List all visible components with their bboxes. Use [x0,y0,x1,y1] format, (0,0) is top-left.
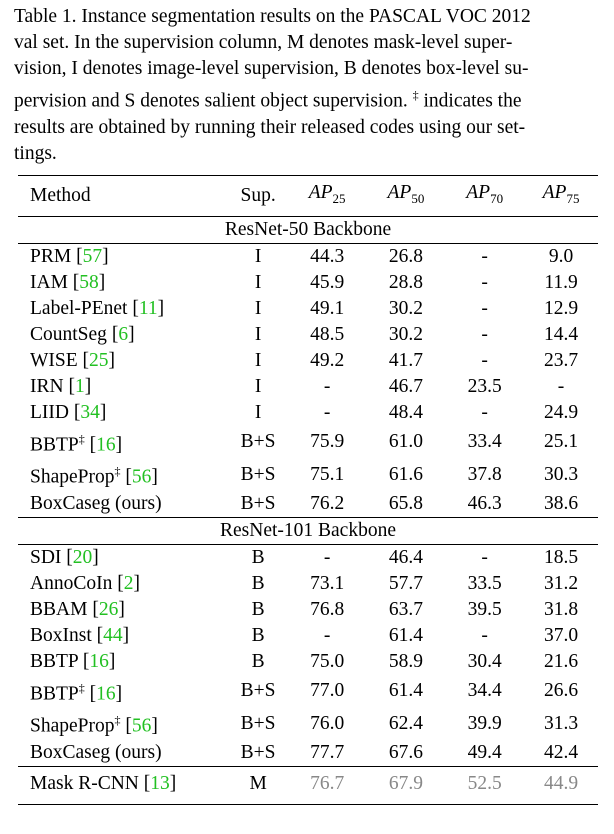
citation-open-bracket: [ [127,297,139,319]
citation-open-bracket: [ [112,572,124,594]
ap50-cell: 58.9 [388,650,423,672]
header-ap50-sub: 50 [411,190,425,206]
citation-link[interactable]: 44 [103,624,123,646]
method-cell [18,348,228,374]
citation-open-bracket: [ [87,598,99,620]
ap70-cell: 33.4 [467,431,502,453]
citation-close-bracket: ] [133,572,140,594]
caption-line-4-pre: pervision and S denotes salient object supervision. [14,90,413,112]
header-ap75-prefix: AP [542,182,567,203]
ap25-cell: 76.7 [288,766,367,804]
method-name: AnnoCoIn [30,572,113,594]
ap75-cell: 21.6 [543,650,579,672]
citation-link[interactable]: 56 [131,466,152,488]
ap75-cell: 38.6 [543,492,579,514]
ap50-cell: 46.4 [367,544,446,571]
ap75-cell: 11.9 [544,271,578,293]
method-name: BBTP [30,434,79,456]
ap50-cell: 28.8 [388,271,423,293]
ap50-cell: 57.7 [388,572,423,594]
sup-cell: I [254,323,262,345]
ap75-cell: 23.7 [543,349,579,371]
table-row [18,623,598,649]
citation-link[interactable]: 11 [138,297,158,319]
citation-open-bracket: [ [120,466,132,488]
method-name: CountSeg [30,323,107,345]
citation-open-bracket: [ [67,271,80,293]
ap25-cell: - [323,624,331,646]
method-name: IAM [30,271,68,293]
table-row [18,270,598,296]
table-caption [14,4,604,167]
citation-link[interactable]: 25 [89,349,109,371]
method-name: BoxInst [30,624,92,646]
ap75-cell: 12.9 [543,297,579,319]
citation-open-bracket: [ [68,401,81,423]
ap75-cell: 14.4 [543,323,579,345]
method-cell [18,243,228,270]
ap70-cell: - [481,401,488,423]
ap75-cell: 26.6 [543,680,579,702]
sup-cell: I [254,271,262,293]
table-row [18,348,598,374]
method-cell [18,675,228,708]
ap25-cell: 75.0 [310,650,345,672]
method-cell [18,296,228,322]
ap75-cell: 31.2 [543,572,579,594]
dagger-mark: ‡ [78,431,85,446]
caption-line-3: vision, I denotes image-level supervision, B denotes box-level su- [14,58,529,79]
ap50-cell: 26.8 [367,243,446,270]
section-header-row [18,517,598,544]
sup-cell: B [251,598,265,620]
citation-open-bracket: [ [84,683,97,705]
method-name: BBTP [30,650,79,672]
citation-close-bracket: ] [115,434,123,456]
ap70-cell: - [481,297,488,319]
citation-link[interactable]: 58 [79,271,99,293]
citation-open-bracket: [ [91,624,104,646]
method-cell [18,571,228,597]
method-name: Mask R-CNN [30,772,139,794]
ap25-cell: 44.3 [288,243,367,270]
table-row [18,426,598,459]
method-name: WISE [30,349,78,371]
method-cell [18,400,228,426]
citation-open-bracket: [ [71,245,83,267]
citation-close-bracket: ] [108,349,116,371]
citation-close-bracket: ] [151,715,158,737]
ap70-cell: 33.5 [467,572,502,594]
header-ap50-prefix: AP [387,182,412,203]
method-name: LIID [30,401,69,423]
sup-cell: B+S [240,463,276,485]
header-ap70-sub: 70 [490,190,504,206]
ap70-cell: - [481,349,488,371]
method-cell [18,458,228,491]
table-row [18,458,598,491]
ap25-cell: 45.9 [310,271,345,293]
ap25-cell: 76.8 [310,598,345,620]
header-ap50 [367,176,446,217]
citation-open-bracket: [ [78,650,90,672]
header-ap25 [288,176,367,217]
citation-link[interactable]: 56 [131,715,152,737]
caption-line-4-post: indicates the [418,90,522,112]
sup-cell: B+S [240,741,276,763]
ap70-cell: - [481,624,488,646]
caption-line-1: Table 1. Instance segmentation results on the PASCAL VOC 2012 [14,6,531,27]
method-cell [18,766,228,804]
ap25-cell: 77.7 [310,741,345,763]
header-ap25-sub: 25 [332,190,346,206]
ap70-cell: 39.5 [467,598,502,620]
ap70-cell: - [481,323,488,345]
ap25-cell: 76.2 [310,492,345,514]
header-ap75 [524,176,598,217]
citation-close-bracket: ] [98,271,106,293]
table-row [18,374,598,400]
citation-link[interactable]: 16 [96,434,116,456]
citation-link[interactable]: 57 [82,245,103,267]
ap70-cell: - [445,243,524,270]
table-row [18,740,598,767]
ap25-cell: 75.1 [310,463,345,485]
method-cell [18,322,228,348]
ap70-cell: 34.4 [467,680,502,702]
section-title: ResNet-50 Backbone [18,216,598,243]
table-body [18,216,598,804]
citation-close-bracket: ] [115,683,123,705]
citation-close-bracket: ] [151,466,158,488]
citation-link[interactable]: 20 [72,546,93,568]
ap70-cell: - [481,271,488,293]
ap25-cell: 77.0 [310,680,345,702]
ap50-cell: 48.4 [388,401,423,423]
table-row [18,322,598,348]
method-name: PRM [30,245,72,267]
table-row [18,243,598,270]
ap25-cell: - [288,544,367,571]
citation-link[interactable]: 6 [118,323,129,345]
results-table [18,175,598,805]
method-cell [18,740,228,767]
dagger-mark: ‡ [114,464,121,479]
header-ap70-prefix: AP [466,182,491,203]
sup-cell: B [251,572,265,594]
ap50-cell: 61.4 [388,624,423,646]
citation-open-bracket: [ [106,323,119,345]
header-ap75-sub: 75 [566,190,580,206]
ap25-cell: - [323,375,331,397]
method-cell [18,374,228,400]
sup-cell: B [228,544,287,571]
table-row [18,766,598,804]
header-ap70 [445,176,524,217]
dagger-mark: ‡ [78,680,85,695]
header-method: Method [18,176,228,217]
sup-cell: B+S [240,431,276,453]
ap50-cell: 61.0 [388,431,423,453]
ap25-cell: - [323,401,331,423]
dagger-mark: ‡ [114,713,121,728]
citation-open-bracket: [ [63,375,75,397]
citation-link[interactable]: 34 [80,401,100,423]
citation-link[interactable]: 16 [96,683,116,705]
citation-close-bracket: ] [169,772,177,794]
ap70-cell: 30.4 [467,650,502,672]
header-ap25-prefix: AP [308,182,333,203]
citation-close-bracket: ] [99,401,107,423]
method-cell [18,707,228,740]
method-cell [18,544,228,571]
method-cell [18,649,228,675]
citation-link[interactable]: 26 [98,598,119,620]
ap50-cell: 67.9 [367,766,446,804]
sup-cell: M [228,766,287,804]
ap25-cell: 75.9 [310,431,345,453]
table-row [18,675,598,708]
ap75-cell: 30.3 [543,463,579,485]
ap50-cell: 30.2 [388,323,423,345]
ap50-cell: 65.8 [388,492,423,514]
ap50-cell: 63.7 [388,598,423,620]
citation-open-bracket: [ [84,434,97,456]
sup-cell: I [254,375,262,397]
method-cell [18,623,228,649]
citation-link[interactable]: 13 [150,772,170,794]
table-row [18,400,598,426]
citation-link[interactable]: 2 [123,572,134,594]
table-header-row [18,176,598,217]
citation-close-bracket: ] [108,650,116,672]
table-row [18,597,598,623]
method-cell [18,270,228,296]
ap70-cell: 23.5 [467,375,502,397]
caption-dagger: ‡ [412,88,419,102]
ap25-cell: 73.1 [310,572,345,594]
method-cell [18,426,228,459]
sup-cell: I [254,297,262,319]
sup-cell: I [254,401,262,423]
sup-cell: B [251,650,265,672]
ap75-cell: 25.1 [543,431,579,453]
ap70-cell: 52.5 [445,766,524,804]
ap50-cell: 61.4 [388,680,423,702]
ap50-cell: 67.6 [388,741,423,763]
citation-close-bracket: ] [122,624,130,646]
ap50-cell: 61.6 [388,463,423,485]
caption-line-6: tings. [14,142,57,164]
citation-open-bracket: [ [120,715,132,737]
ap75-cell: 9.0 [524,243,598,270]
citation-close-bracket: ] [157,297,165,319]
ap70-cell: 37.8 [467,463,502,485]
ap75-cell: 18.5 [524,544,598,571]
sup-cell: I [254,349,262,371]
method-cell [18,491,228,518]
method-name: ShapeProp [30,466,115,488]
method-name: BBTP [30,683,79,705]
sup-cell: I [228,243,287,270]
ap70-cell: 46.3 [467,492,502,514]
sup-cell: B+S [240,712,276,734]
table-row [18,296,598,322]
ap75-cell: 31.8 [543,598,579,620]
ap70-cell: - [445,544,524,571]
table-row [18,707,598,740]
ap25-cell: 49.2 [310,349,345,371]
citation-close-bracket: ] [92,546,99,568]
citation-link[interactable]: 1 [74,375,85,397]
sup-cell: B [251,624,265,646]
ap75-cell: 37.0 [543,624,579,646]
header-sup: Sup. [228,176,287,217]
ap50-cell: 62.4 [388,712,423,734]
ap25-cell: 49.1 [310,297,345,319]
section-header-row [18,216,598,243]
citation-close-bracket: ] [102,245,109,267]
table-row [18,491,598,518]
section-title: ResNet-101 Backbone [18,517,598,544]
method-name: ShapeProp [30,715,115,737]
method-name: BoxCaseg (ours) [30,741,162,763]
ap75-cell: 42.4 [543,741,579,763]
sup-cell: B+S [240,492,276,514]
method-name: BBAM [30,598,88,620]
ap70-cell: 39.9 [467,712,502,734]
sup-cell: B+S [240,680,276,702]
table-row [18,649,598,675]
caption-line-5: results are obtained by running their released codes using our set- [14,116,526,138]
ap75-cell: - [557,375,565,397]
method-name: SDI [30,546,62,568]
ap25-cell: 48.5 [310,323,345,345]
table-row [18,544,598,571]
ap75-cell: 31.3 [543,712,579,734]
ap50-cell: 41.7 [388,349,423,371]
table-row [18,571,598,597]
caption-line-2: val set. In the supervision column, M denotes mask-level super- [14,32,513,53]
citation-open-bracket: [ [61,546,73,568]
method-name: IRN [30,375,64,397]
citation-open-bracket: [ [77,349,90,371]
ap75-cell: 24.9 [543,401,579,423]
method-name: Label-PEnet [30,297,128,319]
ap50-cell: 30.2 [388,297,423,319]
citation-close-bracket: ] [118,598,125,620]
ap75-cell: 44.9 [524,766,598,804]
method-cell [18,597,228,623]
ap70-cell: 49.4 [467,741,502,763]
ap50-cell: 46.7 [388,375,423,397]
citation-link[interactable]: 16 [89,650,109,672]
citation-close-bracket: ] [128,323,135,345]
citation-close-bracket: ] [84,375,92,397]
ap25-cell: 76.0 [310,712,345,734]
method-name: BoxCaseg (ours) [30,492,162,514]
citation-open-bracket: [ [138,772,151,794]
